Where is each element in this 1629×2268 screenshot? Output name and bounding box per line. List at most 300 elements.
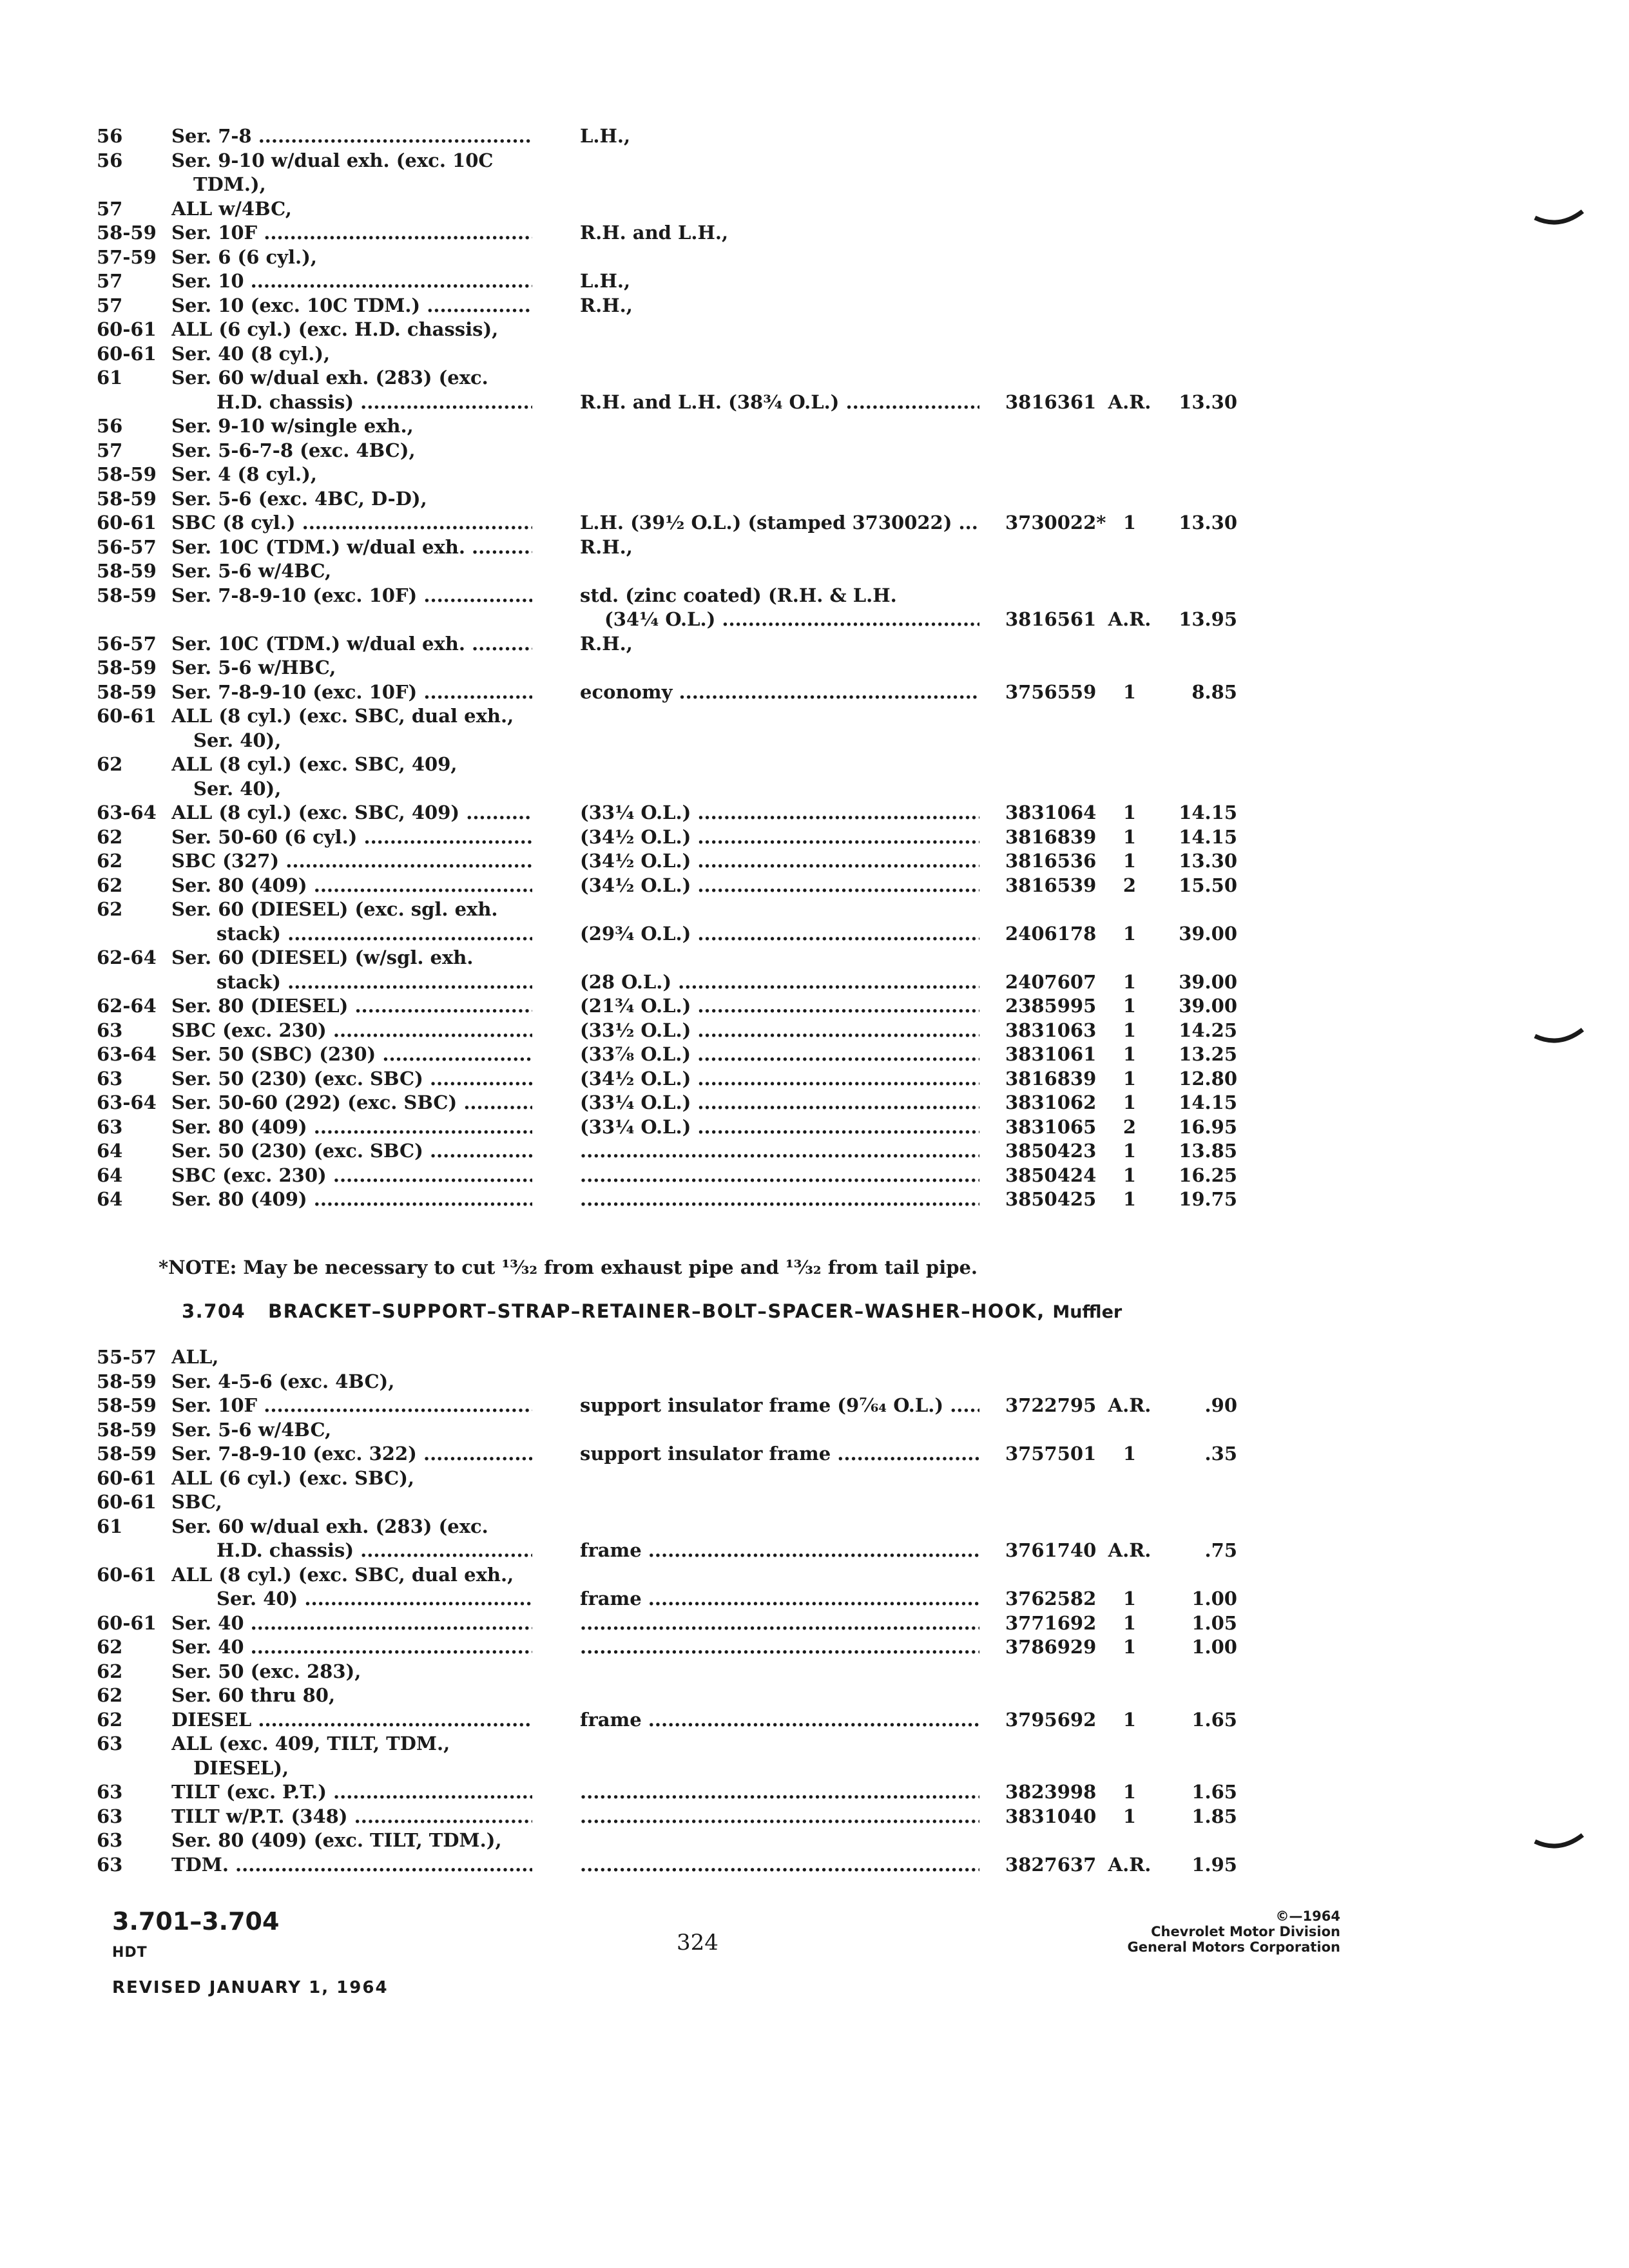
table-row	[0, 245, 1629, 269]
model-years: 63	[97, 1019, 123, 1041]
part-number: 3831065	[1005, 1115, 1097, 1138]
price: 15.50	[1179, 874, 1237, 896]
price: 13.30	[1179, 390, 1237, 413]
quantity: 1	[1123, 1043, 1137, 1065]
quantity: 1	[1123, 1443, 1137, 1465]
model-years: 58-59	[97, 584, 157, 606]
quantity: 2	[1123, 874, 1137, 896]
part-number: 3831061	[1005, 1043, 1097, 1065]
quantity: 2	[1123, 1115, 1137, 1138]
model-years: 62	[97, 874, 123, 896]
table-row	[0, 1538, 1629, 1562]
quantity: 1	[1123, 802, 1137, 823]
table-row	[0, 414, 1629, 438]
application: ALL w/4BC,	[171, 197, 292, 220]
part-number: 3762582	[1005, 1588, 1097, 1610]
description: std. (zinc coated) (R.H. & L.H.	[580, 584, 897, 606]
table-row	[0, 1187, 1629, 1211]
table-row	[0, 1852, 1629, 1877]
application: SBC,	[171, 1491, 222, 1513]
table-row	[0, 535, 1629, 559]
quantity: 1	[1123, 970, 1137, 993]
table-row	[0, 1163, 1629, 1187]
quantity: 1	[1123, 1164, 1137, 1186]
model-years: 62	[97, 1684, 123, 1706]
model-years: 58-59	[97, 560, 157, 582]
description	[580, 1852, 979, 1877]
model-years: 56-57	[97, 632, 157, 655]
quantity: A.R.	[1108, 1853, 1152, 1876]
table-row	[0, 945, 1629, 970]
application: Ser. 60 w/dual exh. (283) (exc.	[171, 367, 488, 389]
description: R.H.,	[580, 294, 633, 316]
application: DIESEL .....	[171, 1707, 532, 1732]
application: Ser. 7-8-9-10 (exc. 322) .....	[171, 1441, 532, 1466]
table-row	[0, 1683, 1629, 1707]
application: ALL (8 cyl.) (exc. SBC, 409,	[171, 753, 458, 775]
application: Ser. 4 (8 cyl.),	[171, 463, 317, 485]
application: ALL (8 cyl.) (exc. SBC, dual exh.,	[171, 1563, 514, 1586]
part-number: 3831062	[1005, 1091, 1097, 1113]
description: economy .....	[580, 680, 979, 704]
table-row	[0, 970, 1629, 994]
model-years: 56-57	[97, 535, 157, 558]
page-number: 324	[677, 1930, 718, 1956]
application: Ser. 50-60 (292) (exc. SBC) .....	[171, 1090, 532, 1115]
table-row	[0, 994, 1629, 1018]
model-years: 56	[97, 149, 123, 171]
price: 1.65	[1191, 1781, 1237, 1803]
description: L.H.,	[580, 125, 631, 147]
description	[580, 1635, 979, 1659]
quantity: 1	[1123, 1140, 1137, 1162]
table-row	[0, 680, 1629, 704]
table-row	[0, 1139, 1629, 1163]
binder-hole-mark-1	[1534, 206, 1585, 232]
table-row	[0, 1562, 1629, 1587]
description: L.H. (39½ O.L.) (stamped 3730022) .....	[580, 510, 979, 535]
description: (34½ O.L.) .....	[580, 1066, 979, 1091]
price: 13.95	[1179, 608, 1237, 630]
application: Ser. 60 (DIESEL) (exc. sgl. exh.	[171, 898, 498, 920]
application: Ser. 40 (8 cyl.),	[171, 342, 331, 365]
model-years: 60-61	[97, 342, 157, 365]
quantity: 1	[1123, 1611, 1137, 1634]
description	[580, 1611, 979, 1635]
application: H.D. chassis) .....	[217, 390, 532, 414]
part-number: 3816539	[1005, 874, 1097, 896]
application: Ser. 60 w/dual exh. (283) (exc.	[171, 1515, 488, 1537]
part-number: 3816839	[1005, 825, 1097, 848]
application: ALL (8 cyl.) (exc. SBC, dual exh.,	[171, 705, 514, 727]
price: 1.00	[1191, 1636, 1237, 1658]
model-years: 58-59	[97, 1443, 157, 1465]
quantity: 1	[1123, 1805, 1137, 1827]
table-row	[0, 1780, 1629, 1804]
footer-section-range: 3.701–3.704	[112, 1907, 280, 1936]
table-row	[0, 1441, 1629, 1466]
application: stack) .....	[217, 970, 532, 994]
price: 12.80	[1179, 1067, 1237, 1090]
table-row	[0, 317, 1629, 341]
model-years: 57	[97, 294, 123, 316]
table-row	[0, 825, 1629, 849]
application: Ser. 10C (TDM.) w/dual exh. .....	[171, 631, 532, 656]
table-row	[0, 172, 1629, 197]
quantity: 1	[1123, 1588, 1137, 1610]
part-number: 2406178	[1005, 922, 1097, 945]
quantity: 1	[1123, 1067, 1137, 1090]
table-row	[0, 1393, 1629, 1418]
description: (21¾ O.L.) .....	[580, 994, 979, 1018]
price: 1.95	[1191, 1853, 1237, 1876]
table-row	[0, 390, 1629, 414]
application: ALL (6 cyl.) (exc. H.D. chassis),	[171, 318, 499, 340]
part-number: 3795692	[1005, 1708, 1097, 1731]
table-row	[0, 1369, 1629, 1394]
table-row	[0, 1466, 1629, 1490]
model-years: 63	[97, 1067, 123, 1090]
application: Ser. 5-6 w/HBC,	[171, 657, 336, 678]
quantity: 1	[1123, 1188, 1137, 1210]
price: .75	[1204, 1539, 1237, 1561]
description: (34½ O.L.) .....	[580, 825, 979, 849]
model-years: 63	[97, 1733, 123, 1754]
table-row	[0, 220, 1629, 245]
description	[580, 1804, 979, 1829]
part-number: 3831063	[1005, 1019, 1097, 1041]
part-number: 3730022*	[1005, 512, 1106, 533]
model-years: 62	[97, 753, 123, 775]
part-number: 3816536	[1005, 850, 1097, 872]
quantity: A.R.	[1108, 390, 1152, 413]
application: Ser. 10C (TDM.) w/dual exh. .....	[171, 535, 532, 559]
section-subtitle: Muffler	[1052, 1302, 1123, 1322]
price: 1.05	[1191, 1611, 1237, 1634]
table-row	[0, 486, 1629, 511]
table-row	[0, 510, 1629, 535]
model-years: 60-61	[97, 1563, 157, 1586]
part-number: 3756559	[1005, 680, 1097, 703]
model-years: 64	[97, 1164, 123, 1186]
table-row	[0, 776, 1629, 801]
footer-hdt: HDT	[112, 1945, 148, 1961]
application: TILT w/P.T. (348) .....	[171, 1804, 532, 1829]
price: 14.25	[1179, 1019, 1237, 1041]
description: (33½ O.L.) .....	[580, 1018, 979, 1043]
model-years: 63-64	[97, 802, 157, 823]
model-years: 62	[97, 825, 123, 848]
model-years: 63	[97, 1805, 123, 1827]
application: Ser. 10 .....	[171, 269, 532, 293]
part-number: 3827637	[1005, 1853, 1097, 1876]
footer-copyright	[1070, 1908, 1340, 1955]
application: DIESEL),	[193, 1756, 289, 1779]
table-row	[0, 873, 1629, 898]
model-years: 58-59	[97, 222, 157, 244]
application: TDM.),	[193, 173, 266, 195]
price: 13.30	[1179, 850, 1237, 872]
table-row	[0, 365, 1629, 390]
model-years: 64	[97, 1188, 123, 1210]
model-years: 63-64	[97, 1043, 157, 1065]
application: TDM. .....	[171, 1852, 532, 1877]
model-years: 57	[97, 197, 123, 220]
table-row	[0, 1659, 1629, 1684]
model-years: 58-59	[97, 463, 157, 485]
application: Ser. 50 (SBC) (230) .....	[171, 1042, 532, 1066]
table-row	[0, 1490, 1629, 1514]
price: 14.15	[1179, 1091, 1237, 1113]
description: (29¾ O.L.) .....	[580, 921, 979, 946]
part-number: 3823998	[1005, 1781, 1097, 1803]
table-row	[0, 124, 1629, 148]
quantity: 1	[1123, 1636, 1137, 1658]
application: ALL (8 cyl.) (exc. SBC, 409) .....	[171, 800, 532, 825]
price: 16.95	[1179, 1115, 1237, 1138]
application: Ser. 9-10 w/single exh.,	[171, 415, 414, 437]
table-row	[0, 1418, 1629, 1442]
part-number: 3831040	[1005, 1805, 1097, 1827]
model-years: 63	[97, 1781, 123, 1803]
model-years: 60-61	[97, 705, 157, 727]
price: .90	[1204, 1394, 1237, 1416]
table-row	[0, 1828, 1629, 1852]
table-row	[0, 1345, 1629, 1369]
description	[580, 1780, 979, 1804]
model-years: 57	[97, 439, 123, 461]
model-years: 60-61	[97, 1466, 157, 1489]
part-number: 3816839	[1005, 1067, 1097, 1090]
application: SBC (327) .....	[171, 849, 532, 873]
model-years: 58-59	[97, 657, 157, 678]
application: ALL (exc. 409, TILT, TDM.,	[171, 1733, 450, 1754]
model-years: 62	[97, 898, 123, 920]
table-row	[0, 583, 1629, 608]
application: Ser. 60 thru 80,	[171, 1684, 336, 1706]
part-number: 3850424	[1005, 1164, 1097, 1186]
model-years: 63	[97, 1115, 123, 1138]
application: SBC (exc. 230) .....	[171, 1163, 532, 1187]
model-years: 58-59	[97, 680, 157, 703]
application: SBC (exc. 230) .....	[171, 1018, 532, 1043]
table-row	[0, 341, 1629, 366]
application: Ser. 50 (230) (exc. SBC) .....	[171, 1066, 532, 1091]
model-years: 60-61	[97, 1611, 157, 1634]
price: 13.30	[1179, 512, 1237, 533]
part-number: 3722795	[1005, 1394, 1097, 1416]
quantity: A.R.	[1108, 1394, 1152, 1416]
price: 39.00	[1179, 970, 1237, 993]
application: Ser. 60 (DIESEL) (w/sgl. exh.	[171, 947, 474, 968]
model-years: 62	[97, 1660, 123, 1682]
application: Ser. 10F .....	[171, 1393, 532, 1418]
model-years: 62	[97, 850, 123, 872]
part-number: 3850425	[1005, 1188, 1097, 1210]
application: Ser. 80 (409) .....	[171, 1115, 532, 1139]
quantity: 1	[1123, 825, 1137, 848]
part-number: 3761740	[1005, 1539, 1097, 1561]
description	[580, 1139, 979, 1163]
quantity: A.R.	[1108, 608, 1152, 630]
quantity: 1	[1123, 1708, 1137, 1731]
price: 1.65	[1191, 1708, 1237, 1731]
table-row	[0, 607, 1629, 631]
table-row	[0, 1514, 1629, 1539]
model-years: 58-59	[97, 487, 157, 510]
part-number: 3816561	[1005, 608, 1097, 630]
description: frame .....	[580, 1538, 979, 1562]
description: frame .....	[580, 1586, 979, 1611]
model-years: 61	[97, 1515, 123, 1537]
description: frame .....	[580, 1707, 979, 1732]
application: Ser. 4-5-6 (exc. 4BC),	[171, 1370, 395, 1392]
model-years: 63	[97, 1829, 123, 1851]
quantity: 1	[1123, 850, 1137, 872]
application: Ser. 5-6 w/4BC,	[171, 560, 332, 582]
table-row	[0, 148, 1629, 173]
description	[580, 1187, 979, 1211]
description: (34¼ O.L.) .....	[604, 607, 979, 631]
model-years: 60-61	[97, 318, 157, 340]
application: Ser. 50 (exc. 283),	[171, 1660, 361, 1682]
table-row	[0, 1611, 1629, 1635]
table-row	[0, 631, 1629, 656]
price: 1.00	[1191, 1588, 1237, 1610]
model-years: 56	[97, 125, 123, 147]
description: (33¼ O.L.) .....	[580, 1115, 979, 1139]
description: R.H. and L.H.,	[580, 222, 729, 244]
part-number: 3771692	[1005, 1611, 1097, 1634]
application: Ser. 40 .....	[171, 1611, 532, 1635]
application: Ser. 7-8 .....	[171, 124, 532, 148]
binder-hole-mark-2	[1534, 1024, 1585, 1050]
table-row	[0, 849, 1629, 873]
description	[580, 1163, 979, 1187]
table-row	[0, 1115, 1629, 1139]
model-years: 55-57	[97, 1346, 157, 1368]
table-row	[0, 1804, 1629, 1829]
application: Ser. 50 (230) (exc. SBC) .....	[171, 1139, 532, 1163]
table-row	[0, 1066, 1629, 1091]
application: Ser. 5-6 w/4BC,	[171, 1418, 332, 1441]
table-row	[0, 1042, 1629, 1066]
application: Ser. 80 (409) .....	[171, 873, 532, 898]
table-row	[0, 293, 1629, 318]
model-years: 58-59	[97, 1418, 157, 1441]
description: (34½ O.L.) .....	[580, 849, 979, 873]
description: (34½ O.L.) .....	[580, 873, 979, 898]
model-years: 61	[97, 367, 123, 389]
application: Ser. 5-6-7-8 (exc. 4BC),	[171, 439, 416, 461]
model-years: 62	[97, 1708, 123, 1731]
application: Ser. 7-8-9-10 (exc. 10F) .....	[171, 583, 532, 608]
application: Ser. 80 (409) (exc. TILT, TDM.),	[171, 1829, 502, 1851]
model-years: 60-61	[97, 1491, 157, 1513]
binder-hole-mark-3	[1534, 1830, 1585, 1856]
quantity: 1	[1123, 995, 1137, 1017]
application: SBC (8 cyl.) .....	[171, 510, 532, 535]
application: Ser. 10F .....	[171, 220, 532, 245]
part-number: 3831064	[1005, 802, 1097, 823]
price: 13.85	[1179, 1140, 1237, 1162]
model-years: 62-64	[97, 995, 157, 1017]
table-row	[0, 1018, 1629, 1043]
model-years: 62	[97, 1636, 123, 1658]
model-years: 60-61	[97, 512, 157, 533]
description: (33¼ O.L.) .....	[580, 800, 979, 825]
price: 39.00	[1179, 995, 1237, 1017]
part-number: 3757501	[1005, 1443, 1097, 1465]
table-row	[0, 1707, 1629, 1732]
description: (28 O.L.) .....	[580, 970, 979, 994]
footnote: *NOTE: May be necessary to cut ¹³⁄₃₂ from exhaust pipe and ¹³⁄₃₂ from tail pipe.	[159, 1256, 978, 1278]
section-heading	[182, 1300, 1122, 1322]
table-row	[0, 704, 1629, 728]
model-years: 64	[97, 1140, 123, 1162]
price: 14.15	[1179, 825, 1237, 848]
table-row	[0, 197, 1629, 221]
quantity: 1	[1123, 1781, 1137, 1803]
model-years: 58-59	[97, 1370, 157, 1392]
section-number: 3.704	[182, 1300, 246, 1322]
application: Ser. 40) .....	[217, 1586, 532, 1611]
table-row	[0, 462, 1629, 486]
model-years: 57-59	[97, 245, 157, 268]
application: ALL (6 cyl.) (exc. SBC),	[171, 1466, 415, 1489]
quantity: 1	[1123, 1091, 1137, 1113]
application: Ser. 9-10 w/dual exh. (exc. 10C	[171, 149, 494, 171]
table-row	[0, 1731, 1629, 1756]
application: Ser. 80 (409) .....	[171, 1187, 532, 1211]
quantity: 1	[1123, 922, 1137, 945]
price: 14.15	[1179, 802, 1237, 823]
price: 39.00	[1179, 922, 1237, 945]
description: support insulator frame (9⁷⁄₆₄ O.L.) .....	[580, 1393, 979, 1418]
model-years: 62-64	[97, 947, 157, 968]
application: Ser. 40),	[193, 777, 282, 800]
part-number: 3850423	[1005, 1140, 1097, 1162]
price: 8.85	[1191, 680, 1237, 703]
model-years: 57	[97, 270, 123, 292]
table-row	[0, 1756, 1629, 1780]
application: ALL,	[171, 1346, 219, 1368]
table-row	[0, 1586, 1629, 1611]
model-years: 58-59	[97, 1394, 157, 1416]
part-number: 3786929	[1005, 1636, 1097, 1658]
quantity: 1	[1123, 680, 1137, 703]
application: Ser. 5-6 (exc. 4BC, D-D),	[171, 487, 427, 510]
description: L.H.,	[580, 270, 631, 292]
table-row	[0, 655, 1629, 680]
application: Ser. 40 .....	[171, 1635, 532, 1659]
price: 19.75	[1179, 1188, 1237, 1210]
application: Ser. 80 (DIESEL) .....	[171, 994, 532, 1018]
corporation-line: General Motors Corporation	[1127, 1939, 1340, 1955]
division-line: Chevrolet Motor Division	[1151, 1924, 1340, 1939]
table-row	[0, 728, 1629, 753]
description: R.H.,	[580, 535, 633, 558]
application: Ser. 50-60 (6 cyl.) .....	[171, 825, 532, 849]
table-row	[0, 1635, 1629, 1659]
quantity: 1	[1123, 1019, 1137, 1041]
application: stack) .....	[217, 921, 532, 946]
description: (33⅞ O.L.) .....	[580, 1042, 979, 1066]
part-number: 2385995	[1005, 995, 1097, 1017]
price: .35	[1204, 1443, 1237, 1465]
model-years: 56	[97, 415, 123, 437]
model-years: 63-64	[97, 1091, 157, 1113]
